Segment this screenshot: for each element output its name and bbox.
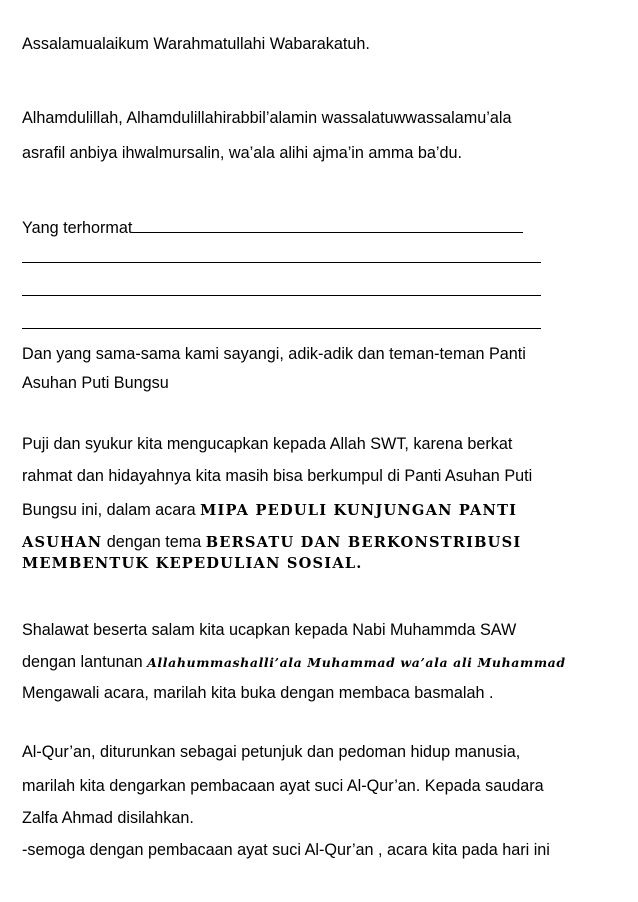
blank-rule xyxy=(22,328,541,329)
event-name-continued: ASUHAN xyxy=(22,534,103,551)
event-name: MIPA PEDULI KUNJUNGAN PANTI xyxy=(200,502,518,519)
shalawat-text-line-2 xyxy=(22,652,566,673)
greeting-text: Assalamualaikum Warahmatullahi Wabarakatuh. xyxy=(22,35,370,53)
shalawat-prefix: dengan lantunan xyxy=(22,653,148,671)
honored-line xyxy=(22,218,523,238)
praise-text-line-4 xyxy=(22,532,521,553)
praise-text-line-3 xyxy=(22,500,517,521)
hamd-text-line-1: Alhamdulillah, Alhamdulillahirabbil’alamin wassalatuwwassalamu’ala xyxy=(22,109,512,127)
event-theme: BERSATU DAN BERKONSTRIBUSI xyxy=(205,534,522,551)
opening-text: Mengawali acara, marilah kita buka dengan membaca basmalah . xyxy=(22,684,494,702)
quran-text-line-3: Zalfa Ahmad disilahkan. xyxy=(22,809,194,827)
blank-rule xyxy=(132,218,523,233)
praise-text-line-5 xyxy=(22,553,363,574)
shalawat-chant: Allahummashalli’ala Muhammad wa’ala ali Muhammad xyxy=(147,655,566,670)
event-theme-continued: MEMBENTUK KEPEDULIAN SOSIAL. xyxy=(22,555,363,572)
praise-text-line-2: rahmat dan hidayahnya kita masih bisa berkumpul di Panti Asuhan Puti xyxy=(22,467,533,485)
quran-text-line-2: marilah kita dengarkan pembacaan ayat suci Al-Qur’an. Kepada saudara xyxy=(22,777,544,795)
closing-text: -semoga dengan pembacaan ayat suci Al-Qur’an , acara kita pada hari ini xyxy=(22,841,550,859)
quran-text-line-1: Al-Qur’an, diturunkan sebagai petunjuk dan pedoman hidup manusia, xyxy=(22,743,521,761)
dear-text-line-1: Dan yang sama-sama kami sayangi, adik-adik dan teman-teman Panti xyxy=(22,345,526,363)
honored-label: Yang terhormat xyxy=(22,219,133,237)
shalawat-text-line-1: Shalawat beserta salam kita ucapkan kepada Nabi Muhammda SAW xyxy=(22,621,517,639)
blank-rule xyxy=(22,262,541,263)
dear-text-line-2: Asuhan Puti Bungsu xyxy=(22,374,169,392)
blank-rule xyxy=(22,295,541,296)
praise-prefix: Bungsu ini, dalam acara xyxy=(22,501,201,519)
theme-connector: dengan tema xyxy=(102,533,206,551)
hamd-text-line-2: asrafil anbiya ihwalmursalin, wa’ala alihi ajma’in amma ba’du. xyxy=(22,144,462,162)
praise-text-line-1: Puji dan syukur kita mengucapkan kepada Allah SWT, karena berkat xyxy=(22,435,513,453)
